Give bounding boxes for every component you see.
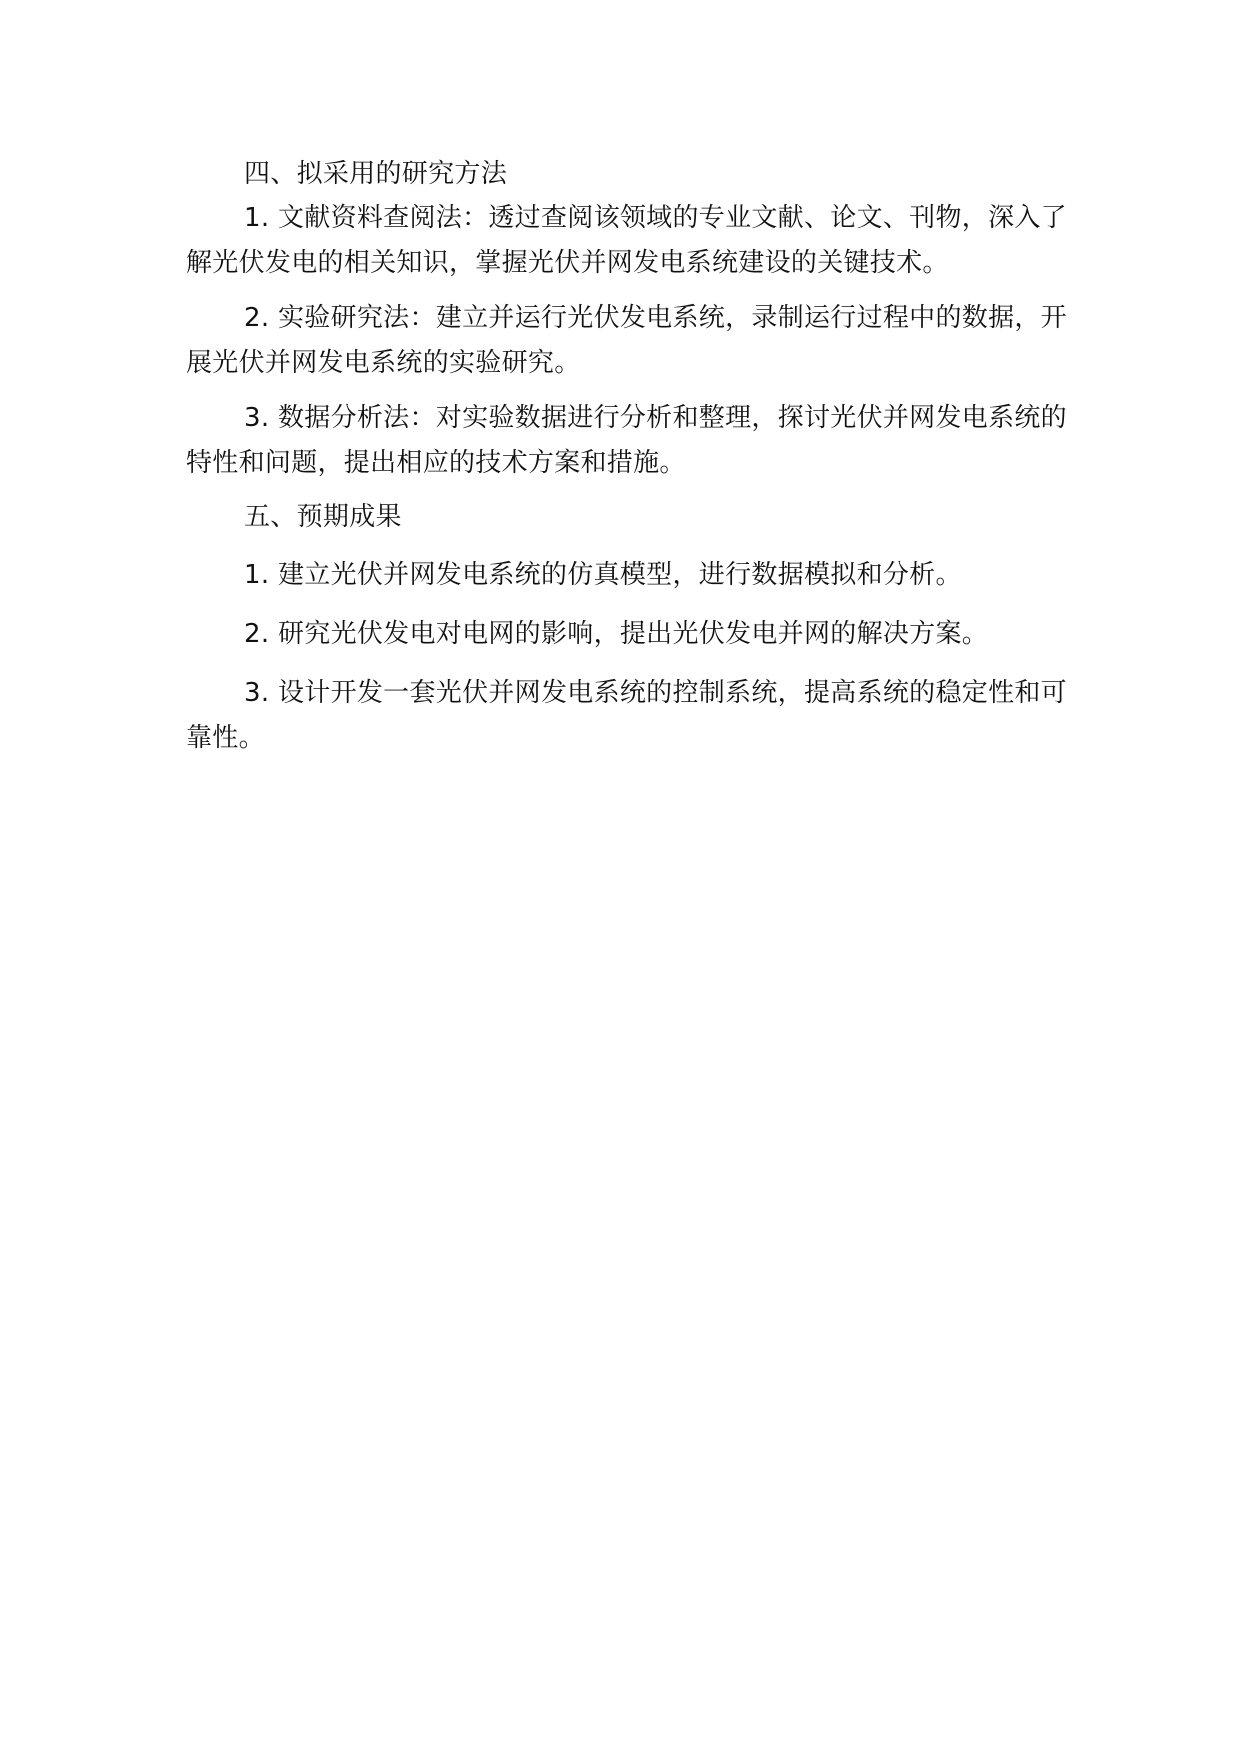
section-heading-outcomes: 五、预期成果: [244, 502, 402, 532]
outcomes-item-impact: 2. 研究光伏发电对电网的影响，提出光伏发电并网的解决方案。: [244, 619, 989, 649]
methods-item-experiment: 2. 实验研究法：建立并运行光伏发电系统，录制运行过程中的数据，开展光伏并网发电系统的实验研究。: [186, 303, 1067, 378]
outcomes-item-model: 1. 建立光伏并网发电系统的仿真模型，进行数据模拟和分析。: [244, 560, 962, 590]
outcomes-item-control: 3. 设计开发一套光伏并网发电系统的控制系统，提高系统的稳定性和可靠性。: [186, 678, 1067, 753]
section-heading-methods: 四、拟采用的研究方法: [244, 159, 508, 189]
methods-item-literature: 1. 文献资料查阅法：透过查阅该领域的专业文献、论文、刊物，深入了解光伏发电的相关知识，掌握光伏并网发电系统建设的关键技术。: [186, 203, 1067, 278]
methods-item-analysis: 3. 数据分析法：对实验数据进行分析和整理，探讨光伏并网发电系统的特性和问题，提出相应的技术方案和措施。: [186, 403, 1067, 478]
